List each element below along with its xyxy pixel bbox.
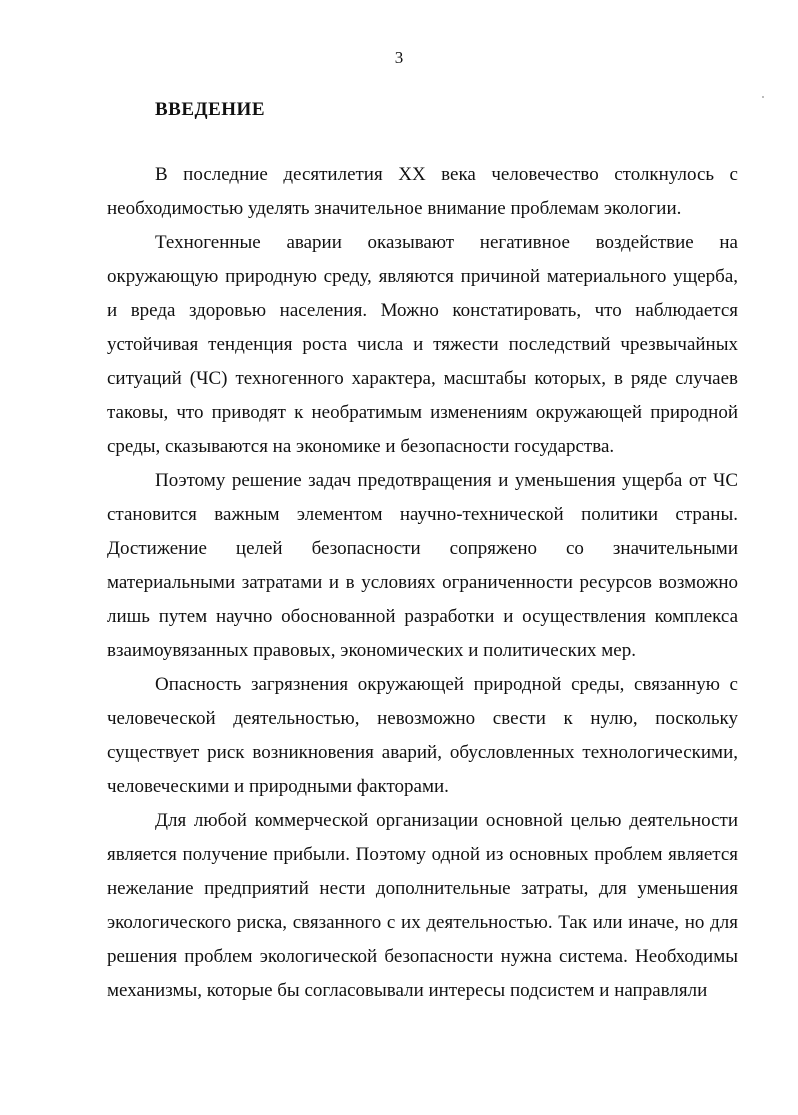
paragraph-5: Для любой коммерческой организации основной целью деятельности является получение прибыли. Поэтому одной из основных проблем является нежелание предприятий нести дополнительные затраты, для уменьшения экологического риска, связанного с их деятельностью. Так или иначе, но для решения проблем экологической безопасности нужна система. Необходимы механизмы, которые бы согласовывали интересы подсистем и направляли [107,810,738,1001]
section-heading: ВВЕДЕНИЕ [155,99,265,120]
page-number: 3 [394,48,404,67]
body-text [107,158,738,1008]
scan-speck [762,96,764,98]
paragraph-2: Техногенные аварии оказывают негативное воздействие на окружающую природную среду, являются причиной материального ущерба, и вреда здоровью населения. Можно констатировать, что наблюдается устойчивая тенденция роста числа и тяжести последствий чрезвычайных ситуаций (ЧС) техногенного характера, масштабы которых, в ряде случаев таковы, что приводят к необратимым изменениям окружающей природной среды, сказываются на экономике и безопасности государства. [107,232,738,457]
paragraph-1: В последние десятилетия XX века человечество столкнулось с необходимостью уделять значительное внимание проблемам экологии. [107,164,738,219]
paragraph-3: Поэтому решение задач предотвращения и уменьшения ущерба от ЧС становится важным элементом научно-технической политики страны. Достижение целей безопасности сопряжено со значительными материальными затратами и в условиях ограниченности ресурсов возможно лишь путем научно обоснованной разработки и осуществления комплекса взаимоувязанных правовых, экономических и политических мер. [107,470,738,661]
paragraph-4: Опасность загрязнения окружающей природной среды, связанную с человеческой деятельностью, невозможно свести к нулю, поскольку существует риск возникновения аварий, обусловленных технологическими, человеческими и природными факторами. [107,674,738,797]
